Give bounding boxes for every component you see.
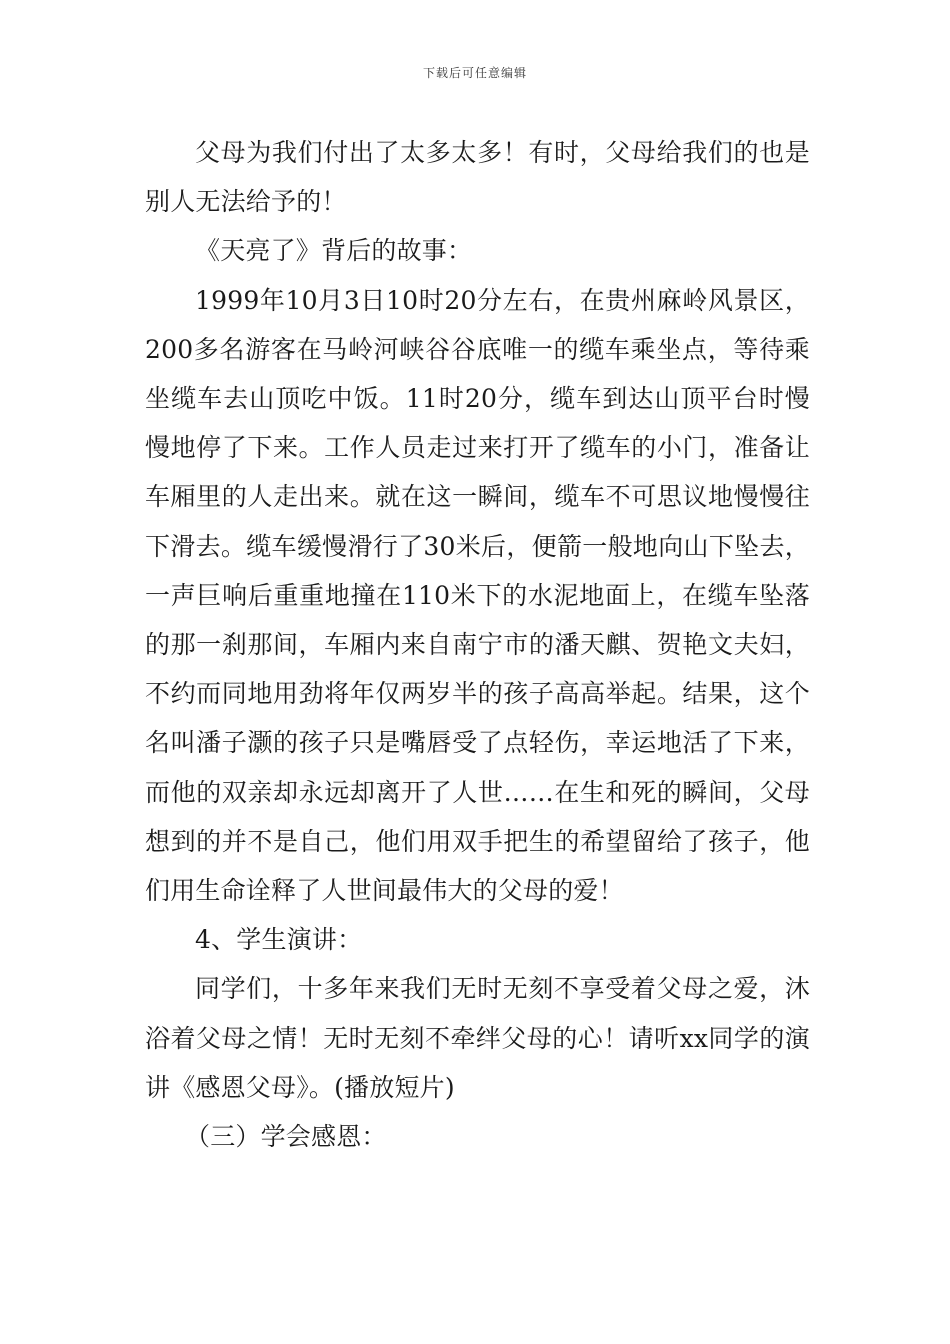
paragraph-student-speech: 同学们，十多年来我们无时无刻不享受着父母之爱，沐浴着父母之情！无时无刻不牵绊父母的心！请听xx同学的演讲《感恩父母》。(播放短片) <box>145 974 810 1102</box>
document-body <box>145 128 810 1161</box>
page-header-note: 下载后可任意编辑 <box>422 66 527 80</box>
paragraph-parents-gave: 父母为我们付出了太多太多！有时，父母给我们的也是别人无法给予的！ <box>145 138 810 217</box>
paragraph-student-speech-heading: 4、学生演讲： <box>195 925 363 955</box>
paragraph-cable-car-story: 1999年10月3日10时20分左右，在贵州麻岭风景区，200多名游客在马岭河峡谷谷底唯一的缆车乘坐点，等待乘坐缆车去山顶吃中饭。11时20分，缆车到达山顶平台时慢慢地停了下来。工作人员走过来打开了缆车的小门，准备让车厢里的人走出来。就在这一瞬间，缆车不可思议地慢慢往下滑去。缆车缓慢滑行了30米后，便箭一般地向山下坠去，一声巨响后重重地撞在110米下的水泥地面上，在缆车坠落的那一刹那间，车厢内来自南宁市的潘天麒、贺艳文夫妇，不约而同地用劲将年仅两岁半的孩子高高举起。结果，这个名叫潘子灏的孩子只是嘴唇受了点轻伤，幸运地活了下来，而他的双亲却永远却离开了人世……在生和死的瞬间，父母想到的并不是自己，他们用双手把生的希望留给了孩子，他们用生命诠释了人世间最伟大的父母的爱！ <box>145 285 810 906</box>
paragraph-learn-gratitude-heading: （三）学会感恩： <box>185 1122 387 1152</box>
paragraph-story-heading: 《天亮了》背后的故事： <box>195 236 473 266</box>
